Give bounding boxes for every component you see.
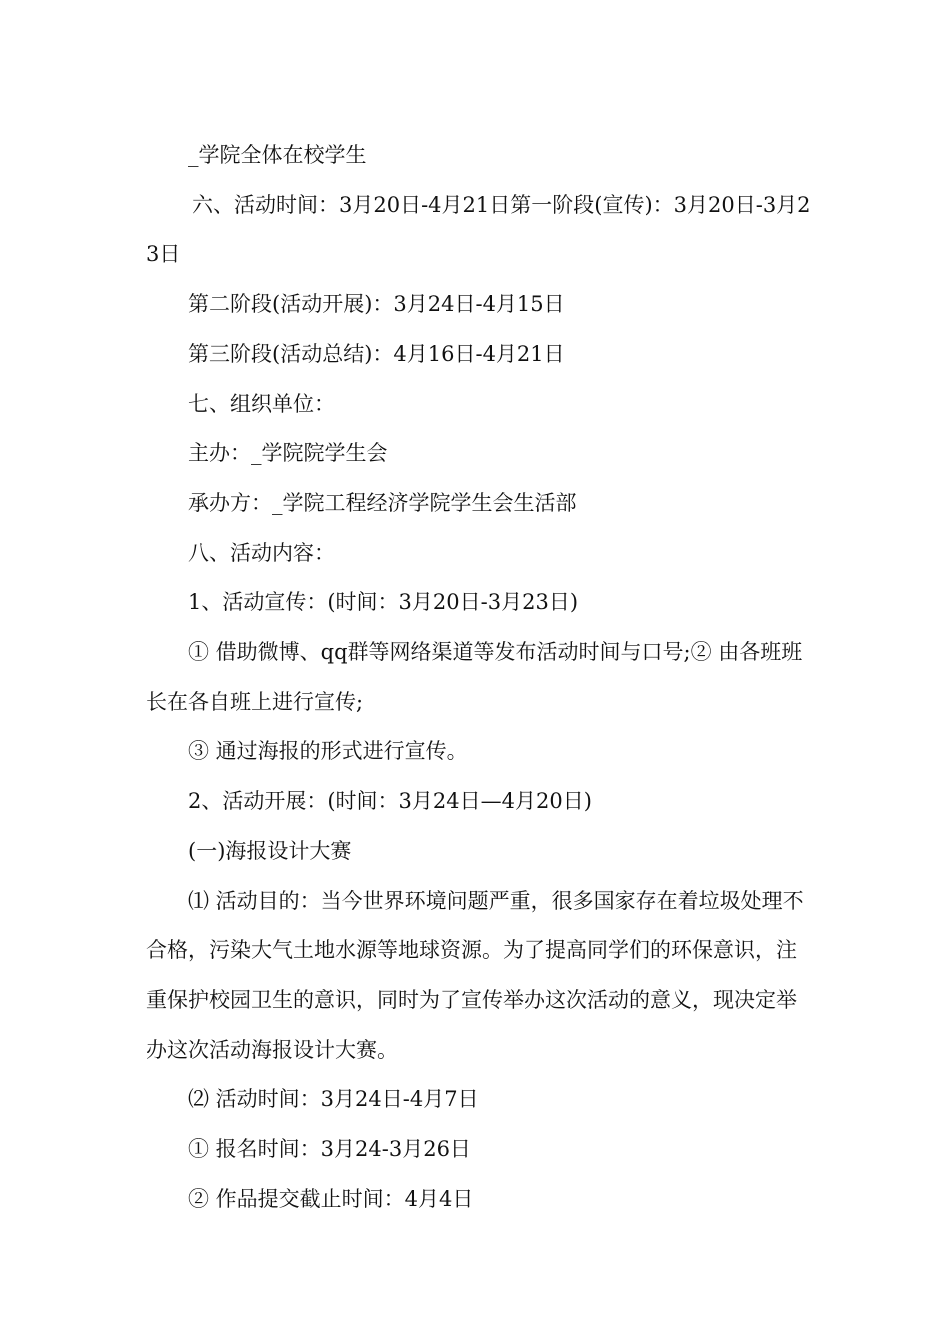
paragraph-activity-time: 六、活动时间：3月20日-4月21日第一阶段(宣传)：3月20日-3月23日 bbox=[146, 192, 811, 267]
paragraph-phase-three: 第三阶段(活动总结)：4月16日-4月21日 bbox=[188, 341, 565, 366]
paragraph-poster-publicity: ③ 通过海报的形式进行宣传。 bbox=[188, 739, 468, 764]
paragraph-co-host: 承办方：_学院工程经济学院学生会生活部 bbox=[188, 490, 577, 515]
heading-organizers: 七、组织单位： bbox=[188, 391, 335, 416]
paragraph-publicity-channels: ① 借助微博、qq群等网络渠道等发布活动时间与口号;② 由各班班长在各自班上进行宣传; bbox=[146, 640, 803, 714]
paragraph-contest-purpose: ⑴ 活动目的：当今世界环境问题严重，很多国家存在着垃圾处理不合格，污染大气土地水源等地球资源。为了提高同学们的环保意识，注重保护校园卫生的意识，同时为了宣传举办这次活动的意义，现决定举办这次活动海报设计大赛。 bbox=[146, 888, 804, 1062]
paragraph-publicity: 1、活动宣传：(时间：3月20日-3月23日) bbox=[188, 590, 579, 615]
paragraph-participants: _学院全体在校学生 bbox=[188, 143, 367, 167]
heading-activity-content: 八、活动内容： bbox=[188, 540, 335, 565]
paragraph-contest-time: ⑵ 活动时间：3月24日-4月7日 bbox=[188, 1087, 479, 1112]
document-body bbox=[146, 131, 814, 1224]
paragraph-submission-deadline: ② 作品提交截止时间：4月4日 bbox=[188, 1186, 474, 1211]
paragraph-phase-two: 第二阶段(活动开展)：3月24日-4月15日 bbox=[188, 292, 565, 317]
paragraph-registration-time: ① 报名时间：3月24-3月26日 bbox=[188, 1137, 471, 1162]
paragraph-host: 主办：_学院院学生会 bbox=[188, 441, 388, 466]
heading-poster-contest: (一)海报设计大赛 bbox=[188, 838, 352, 863]
paragraph-activity-launch: 2、活动开展：(时间：3月24日—4月20日) bbox=[188, 789, 592, 814]
